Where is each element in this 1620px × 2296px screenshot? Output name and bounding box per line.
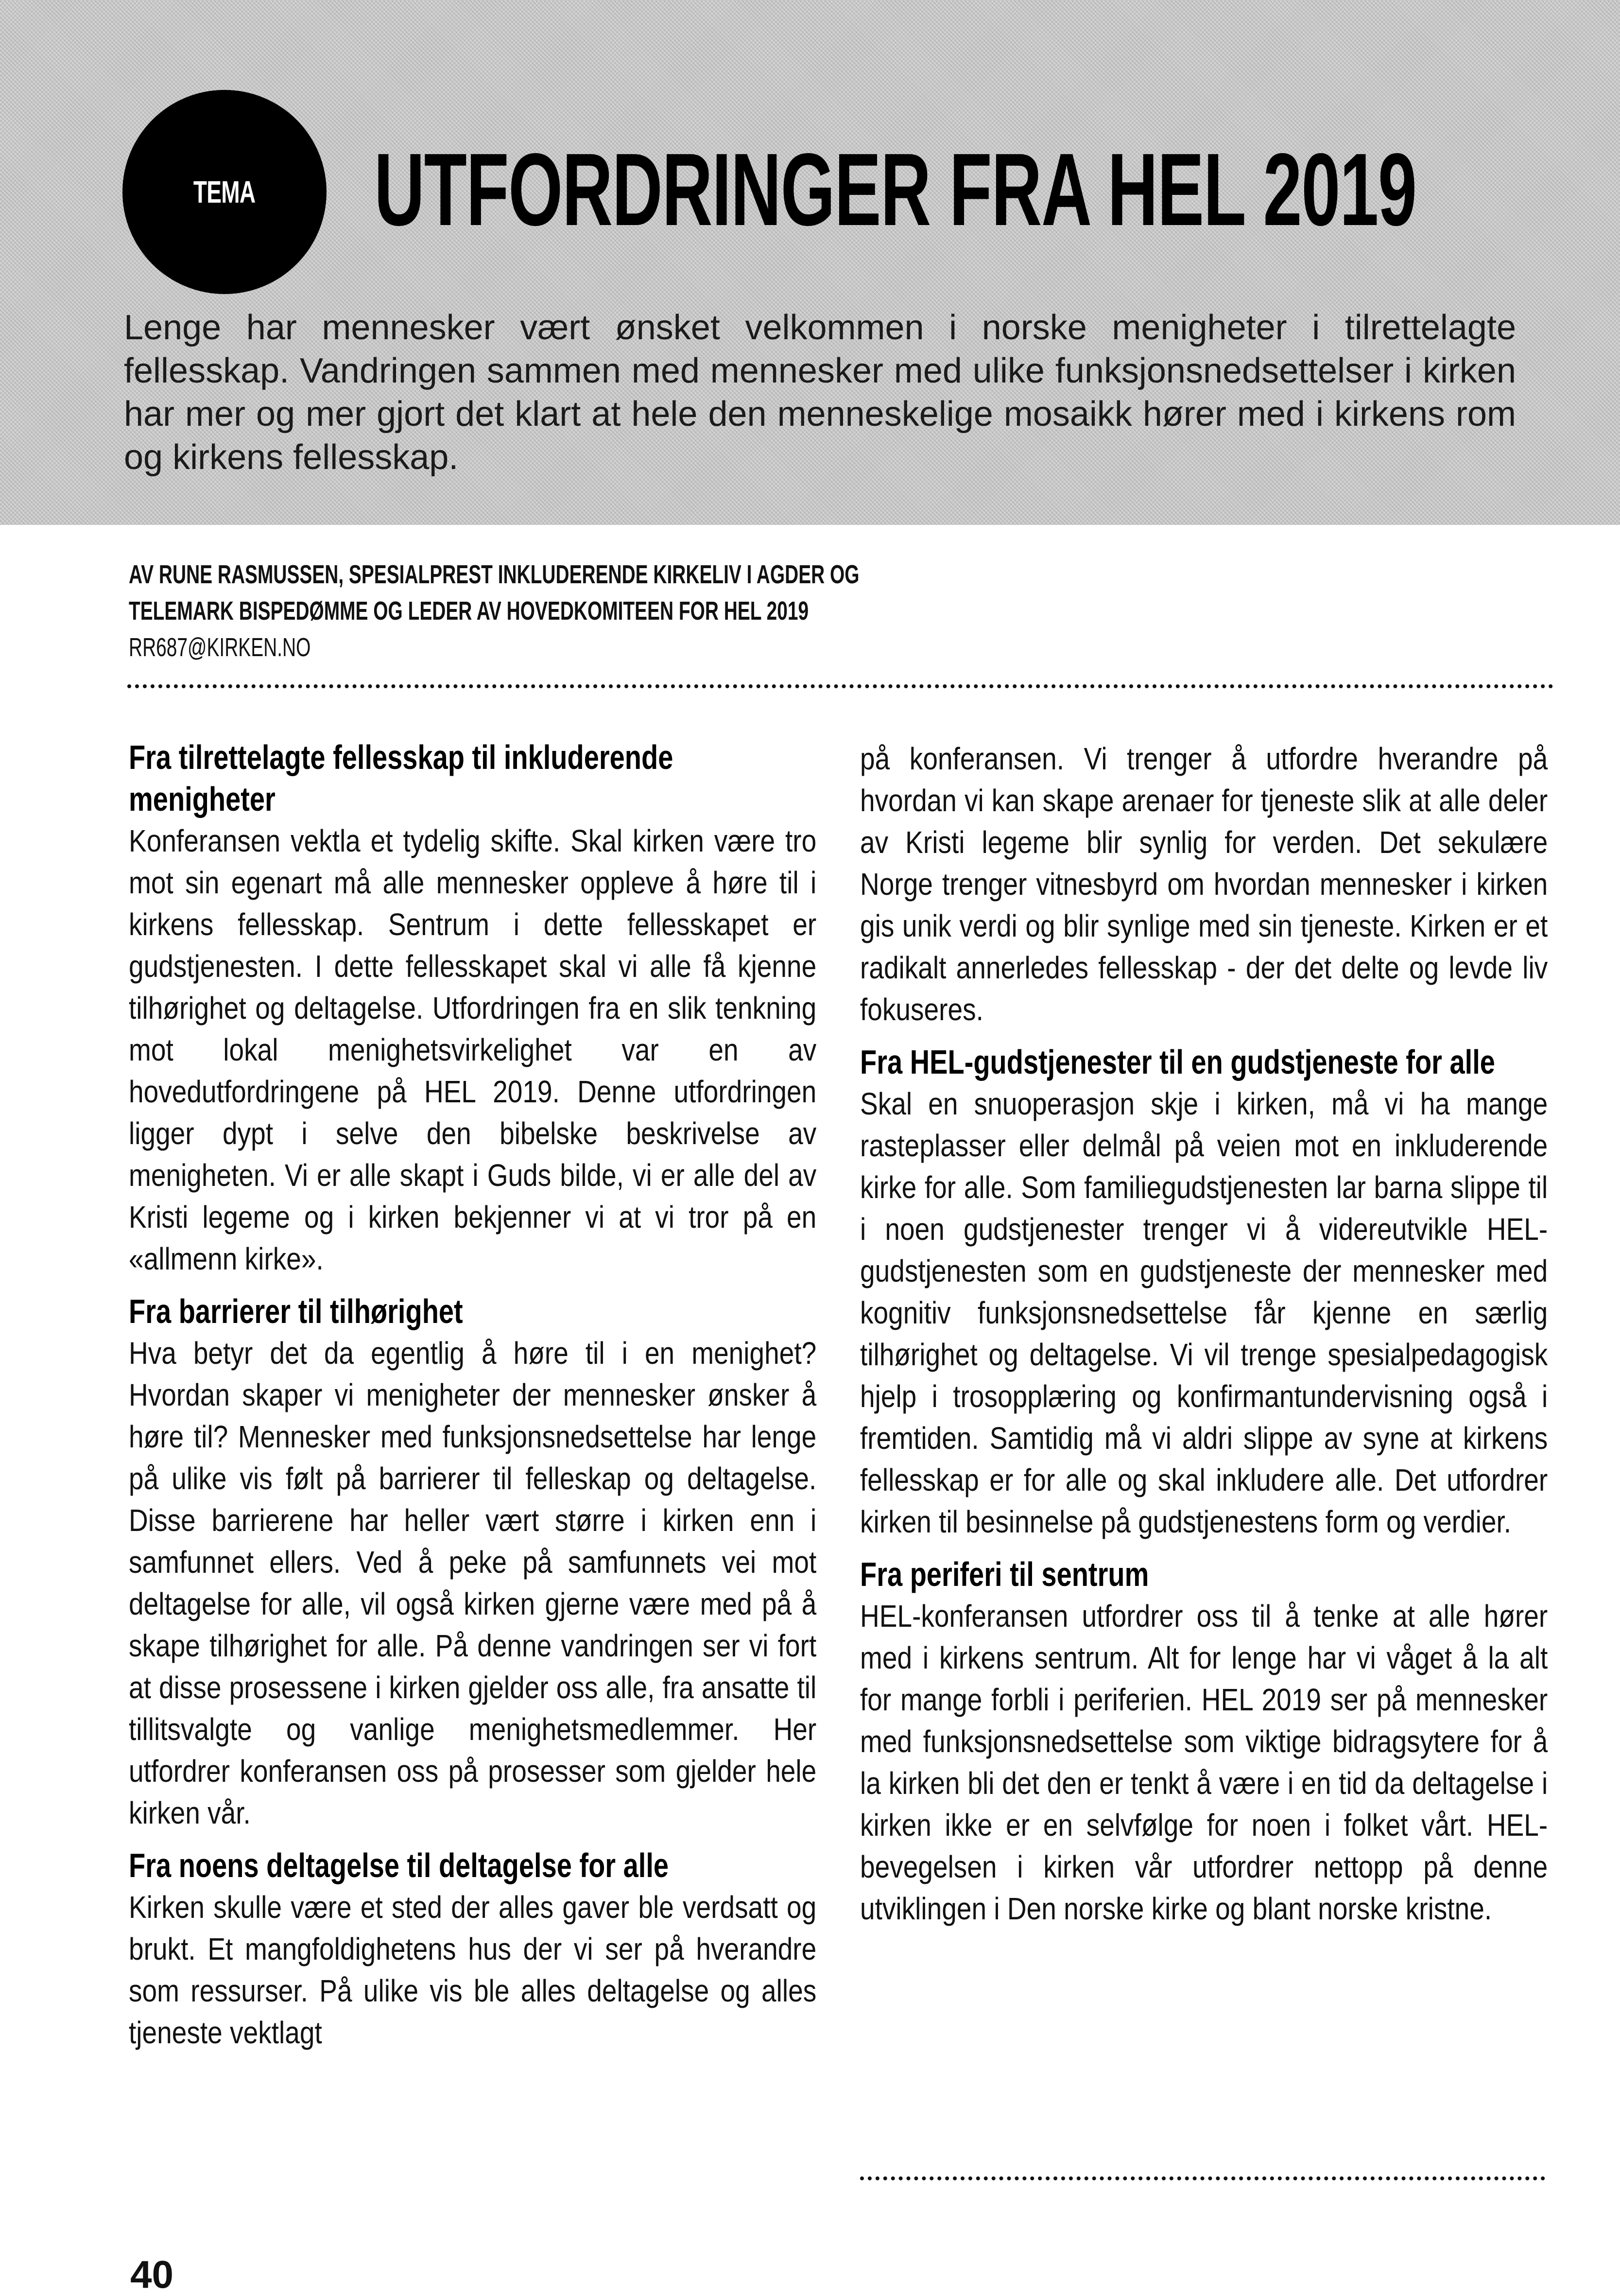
article-column-right: [860, 738, 1548, 1940]
section-heading: Fra periferi til sentrum: [860, 1555, 1149, 1593]
section-heading: Fra tilrettelagte fellesskap til inkluderende menigheter: [129, 738, 673, 818]
tema-badge-label: TEMA: [193, 174, 256, 209]
article-section: [860, 1041, 1548, 1543]
author-email[interactable]: RR687@KIRKEN.NO: [129, 633, 311, 662]
section-body: Hva betyr det da egentlig å høre til i en menighet? Hvordan skaper vi menigheter der mennesker ønsker å høre til? Mennesker med funksjonsnedsettelse har lenge på ulike vis følt på barrierer til felleskap og deltagelse. Disse barrierene har heller vært større i kirken enn i samfunnet ellers. Ved å peke på samfunnets vei mot deltagelse for alle, vil også kirken gjerne være med på å skape tilhørighet for alle. På denne vandringen ser vi fort at disse prosessene i kirken gjelder oss alle, fra ansatte til tillitsvalgte og vanlige menighetsmedlemmer. Her utfordrer konferansen oss på prosesser som gjelder hele kirken vår.: [129, 1336, 817, 1830]
article-section-continued: [860, 738, 1548, 1030]
article-section: [860, 1553, 1548, 1930]
section-heading: Fra HEL-gudstjenester til en gudstjeneste for alle: [860, 1043, 1495, 1081]
dotted-divider-top: [127, 684, 1553, 688]
page-number: 40: [130, 2253, 173, 2296]
byline: [129, 557, 1246, 666]
section-heading: Fra noens deltagelse til deltagelse for alle: [129, 1846, 669, 1884]
article-section: [129, 736, 816, 1280]
dotted-divider-end: [860, 2176, 1545, 2180]
byline-author-line-2: TELEMARK BISPEDØMME OG LEDER AV HOVEDKOMITEEN FOR HEL 2019: [129, 596, 809, 626]
section-body: Kirken skulle være et sted der alles gaver ble verdsatt og brukt. Et mangfoldighetens hus der vi ser på hverandre som ressurser. På ulike vis ble alles deltagelse og alles tjeneste vektlagt: [129, 1890, 817, 2050]
article-column-left: [129, 736, 816, 2064]
intro-paragraph: Lenge har mennesker vært ønsket velkommen i norske menigheter i tilrettelagte fellesskap. Vandringen sammen med mennesker med ulike funksjonsnedsettelser i kirken har mer og mer gjort det klart at hele den menneskelige mosaikk hører med i kirkens rom og kirkens fellesskap.: [124, 308, 1516, 477]
section-body: Konferansen vektla et tydelig skifte. Skal kirken være tro mot sin egenart må alle mennesker oppleve å høre til i kirkens fellesskap. Sentrum i dette fellesskapet er gudstjenesten. I dette fellesskapet skal vi alle få kjenne tilhørighet og deltagelse. Utfordringen fra en slik tenkning mot lokal menighetsvirkelighet var en av hovedutfordringene på HEL 2019. Denne utfordringen ligger dypt i selve den bibelske beskrivelse av menigheten. Vi er alle skapt i Guds bilde, vi er alle del av Kristi legeme og i kirken bekjenner vi at vi tror på en «allmenn kirke».: [129, 823, 817, 1276]
section-body: Skal en snuoperasjon skje i kirken, må vi ha mange rasteplasser eller delmål på veien mot en inkluderende kirke for alle. Som familiegudstjenesten lar barna slippe til i noen gudstjenester trenger vi å videreutvikle HEL-gudstjenesten som en gudstjeneste der mennesker med kognitiv funksjonsnedsettelse får kjenne en særlig tilhørighet og deltagelse. Vi vil trenge spesialpedagogisk hjelp i trosopplæring og konfirmantundervisning også i fremtiden. Samtidig må vi aldri slippe av syne at kirkens fellesskap er for alle og skal inkludere alle. Det utfordrer kirken til besinnelse på gudstjenestens form og verdier.: [860, 1086, 1548, 1539]
section-heading: Fra barrierer til tilhørighet: [129, 1292, 463, 1330]
article-section: [129, 1290, 816, 1834]
tema-badge: [122, 90, 327, 294]
page-title: UTFORDRINGER FRA HEL 2019: [374, 132, 1416, 247]
section-body: på konferansen. Vi trenger å utfordre hverandre på hvordan vi kan skape arenaer for tjeneste slik at alle deler av Kristi legeme blir synlig for verden. Det sekulære Norge trenger vitnesbyrd om hvordan mennesker i kirken gis unik verdi og blir synlige med sin tjeneste. Kirken er et radikalt annerledes fellesskap - der det delte og levde liv fokuseres.: [860, 741, 1548, 1027]
article-section: [129, 1844, 816, 2053]
section-body: HEL-konferansen utfordrer oss til å tenke at alle hører med i kirkens sentrum. Alt for lenge har vi våget å la alt for mange forbli i periferien. HEL 2019 ser på mennesker med funksjonsnedsettelse som viktige bidragsytere for å la kirken bli det den er tenkt å være i en tid da deltagelse i kirken ikke er en selvfølge for noen i folket vårt. HEL-bevegelsen i kirken vår utfordrer nettopp på denne utviklingen i Den norske kirke og blant norske kristne.: [860, 1599, 1548, 1926]
byline-author-line-1: AV RUNE RASMUSSEN, SPESIALPREST INKLUDERENDE KIRKELIV I AGDER OG: [129, 560, 860, 589]
